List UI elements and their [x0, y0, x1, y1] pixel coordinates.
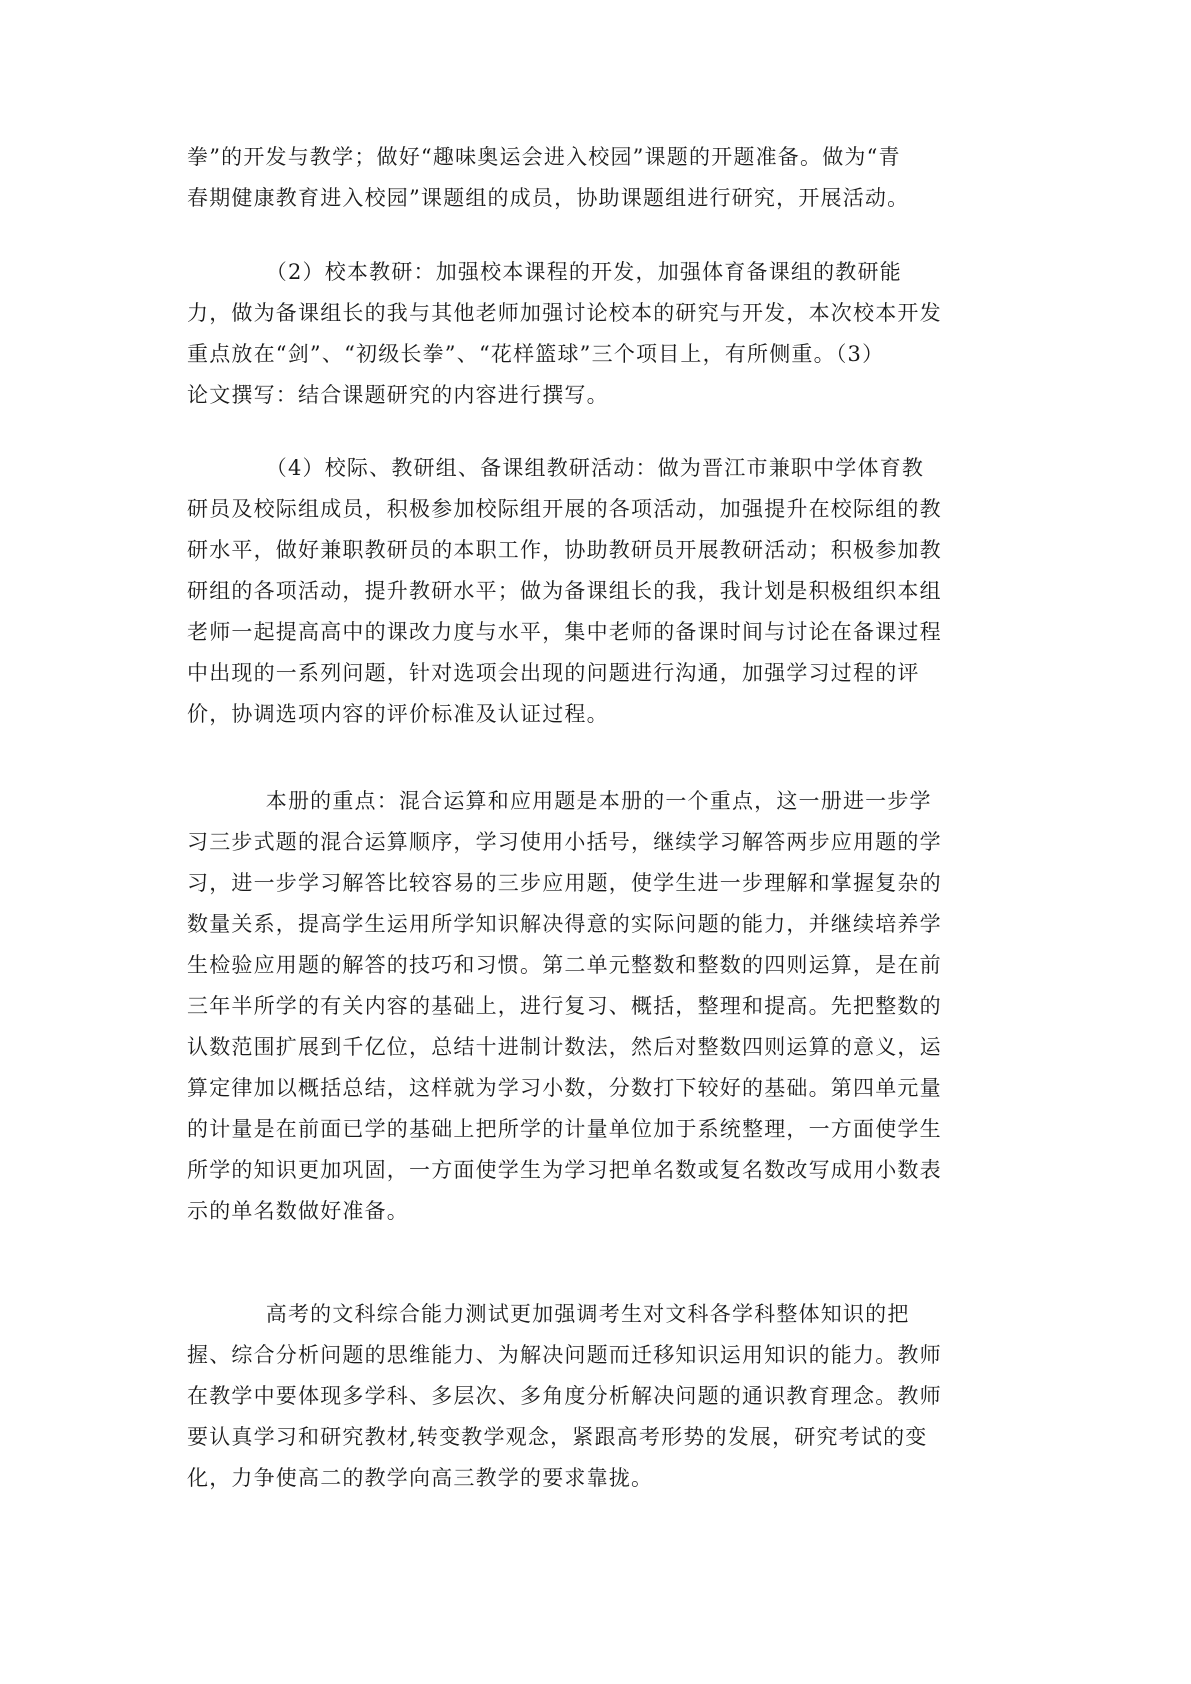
text-line: （2）校本教研：加强校本课程的开发，加强体育备课组的教研能	[187, 260, 902, 284]
text-line: 生检验应用题的解答的技巧和习惯。第二单元整数和整数的四则运算，是在前	[187, 953, 942, 977]
paragraph-teaching-research-activities	[187, 448, 1002, 735]
text-line: 研员及校际组成员，积极参加校际组开展的各项活动，加强提升在校际组的教	[187, 497, 942, 521]
text-line: 示的单名数做好准备。	[187, 1199, 409, 1223]
text-line: （4）校际、教研组、备课组教研活动：做为晋江市兼职中学体育教	[187, 456, 925, 480]
text-line: 习三步式题的混合运算顺序，学习使用小括号，继续学习解答两步应用题的学	[187, 830, 942, 854]
text-line: 认数范围扩展到千亿位，总结十进制计数法，然后对整数四则运算的意义，运	[187, 1035, 942, 1059]
text-line: 数量关系，提高学生运用所学知识解决得意的实际问题的能力，并继续培养学	[187, 912, 942, 936]
text-line: 三年半所学的有关内容的基础上，进行复习、概括，整理和提高。先把整数的	[187, 994, 942, 1018]
text-line: 所学的知识更加巩固，一方面使学生为学习把单名数或复名数改写成用小数表	[187, 1158, 942, 1182]
paragraph-school-based-research	[187, 252, 1002, 416]
text-line: 习，进一步学习解答比较容易的三步应用题，使学生进一步理解和掌握复杂的	[187, 871, 942, 895]
text-line: 化，力争使高二的教学向高三教学的要求靠拢。	[187, 1466, 654, 1490]
paragraph-research-topics	[187, 137, 1002, 219]
text-line: 春期健康教育进入校园”课题组的成员，协助课题组进行研究，开展活动。	[187, 186, 910, 210]
text-line: 中出现的一系列问题，针对选项会出现的问题进行沟通，加强学习过程的评	[187, 661, 920, 685]
text-line: 高考的文科综合能力测试更加强调考生对文科各学科整体知识的把	[187, 1302, 910, 1326]
text-line: 老师一起提高高中的课改力度与水平，集中老师的备课时间与讨论在备课过程	[187, 620, 942, 644]
text-line: 重点放在“剑”、“初级长拳”、“花样篮球”三个项目上，有所侧重。（3）	[187, 342, 885, 366]
text-line: 力，做为备课组长的我与其他老师加强讨论校本的研究与开发，本次校本开发	[187, 301, 942, 325]
text-line: 在教学中要体现多学科、多层次、多角度分析解决问题的通识教育理念。教师	[187, 1384, 942, 1408]
paragraph-textbook-focus	[187, 781, 1002, 1232]
text-line: 拳”的开发与教学；做好“趣味奥运会进入校园”课题的开题准备。做为“青	[187, 145, 901, 169]
text-line: 要认真学习和研究教材,转变教学观念，紧跟高考形势的发展，研究考试的变	[187, 1425, 928, 1449]
text-line: 的计量是在前面已学的基础上把所学的计量单位加于系统整理，一方面使学生	[187, 1117, 942, 1141]
text-line: 算定律加以概括总结，这样就为学习小数，分数打下较好的基础。第四单元量	[187, 1076, 942, 1100]
paragraph-liberal-arts-exam	[187, 1294, 1002, 1499]
text-line: 研水平，做好兼职教研员的本职工作，协助教研员开展教研活动；积极参加教	[187, 538, 942, 562]
text-line: 握、综合分析问题的思维能力、为解决问题而迁移知识运用知识的能力。教师	[187, 1343, 942, 1367]
text-line: 研组的各项活动，提升教研水平；做为备课组长的我，我计划是积极组织本组	[187, 579, 942, 603]
text-line: 价，协调选项内容的评价标准及认证过程。	[187, 702, 609, 726]
text-line: 本册的重点：混合运算和应用题是本册的一个重点，这一册进一步学	[187, 789, 932, 813]
text-line: 论文撰写：结合课题研究的内容进行撰写。	[187, 383, 609, 407]
